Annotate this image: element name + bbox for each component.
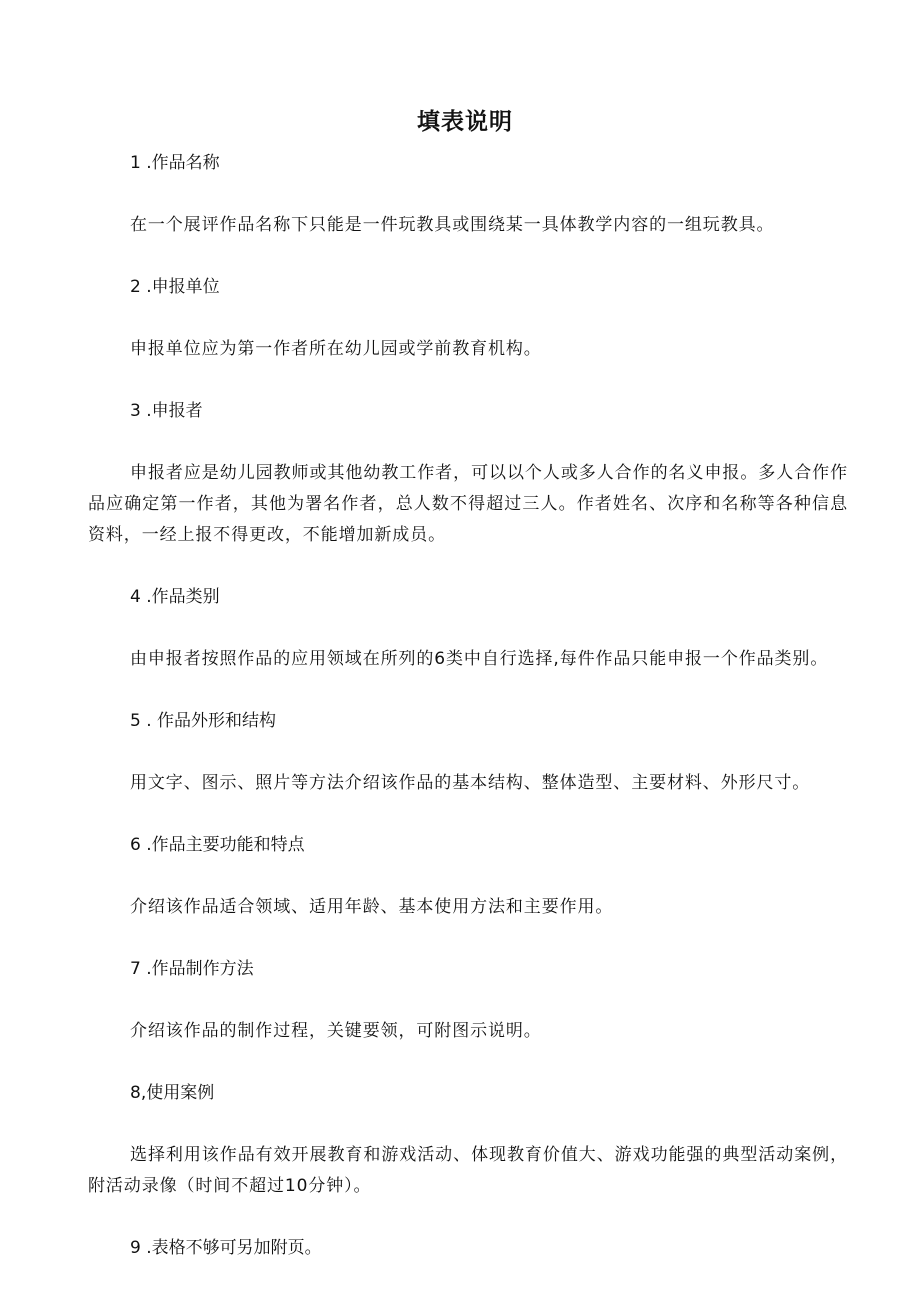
section-heading-7: 7 .作品制作方法: [130, 959, 254, 979]
section-body-4: 由申报者按照作品的应用领域在所列的6类中自行选择,每件作品只能申报一个作品类别。: [130, 649, 829, 669]
section-heading-6: 6 .作品主要功能和特点: [130, 835, 305, 855]
section-heading-9: 9 .表格不够可另加附页。: [130, 1238, 322, 1258]
section-heading-3: 3 .申报者: [130, 401, 203, 421]
section-body-3: 申报者应是幼儿园教师或其他幼教工作者，可以以个人或多人合作的名义申报。多人合作作品应确定第一作者，其他为署名作者，总人数不得超过三人。作者姓名、次序和名称等各种信息资料，一经上报不得更改，不能增加新成员。: [88, 463, 848, 545]
section-body-7: 介绍该作品的制作过程，关键要领，可附图示说明。: [130, 1021, 542, 1041]
section-body-6: 介绍该作品适合领域、适用年龄、基本使用方法和主要作用。: [130, 897, 614, 917]
section-heading-1: 1 .作品名称: [130, 153, 220, 173]
section-heading-8: 8,使用案例: [130, 1083, 215, 1103]
section-heading-5: 5 . 作品外形和结构: [130, 711, 277, 731]
section-body-1: 在一个展评作品名称下只能是一件玩教具或围绕某一具体教学内容的一组玩教具。: [130, 215, 775, 235]
section-body-8: 选择利用该作品有效开展教育和游戏活动、体现教育价值大、游戏功能强的典型活动案例，附活动录像（时间不超过10分钟）。: [88, 1145, 848, 1196]
section-body-5: 用文字、图示、照片等方法介绍该作品的基本结构、整体造型、主要材料、外形尺寸。: [130, 773, 811, 793]
section-heading-2: 2 .申报单位: [130, 277, 220, 297]
section-body-2: 申报单位应为第一作者所在幼儿园或学前教育机构。: [130, 339, 542, 359]
page-title: 填表说明: [417, 109, 513, 135]
instructions-list: [88, 148, 848, 1264]
section-heading-4: 4 .作品类别: [130, 587, 220, 607]
